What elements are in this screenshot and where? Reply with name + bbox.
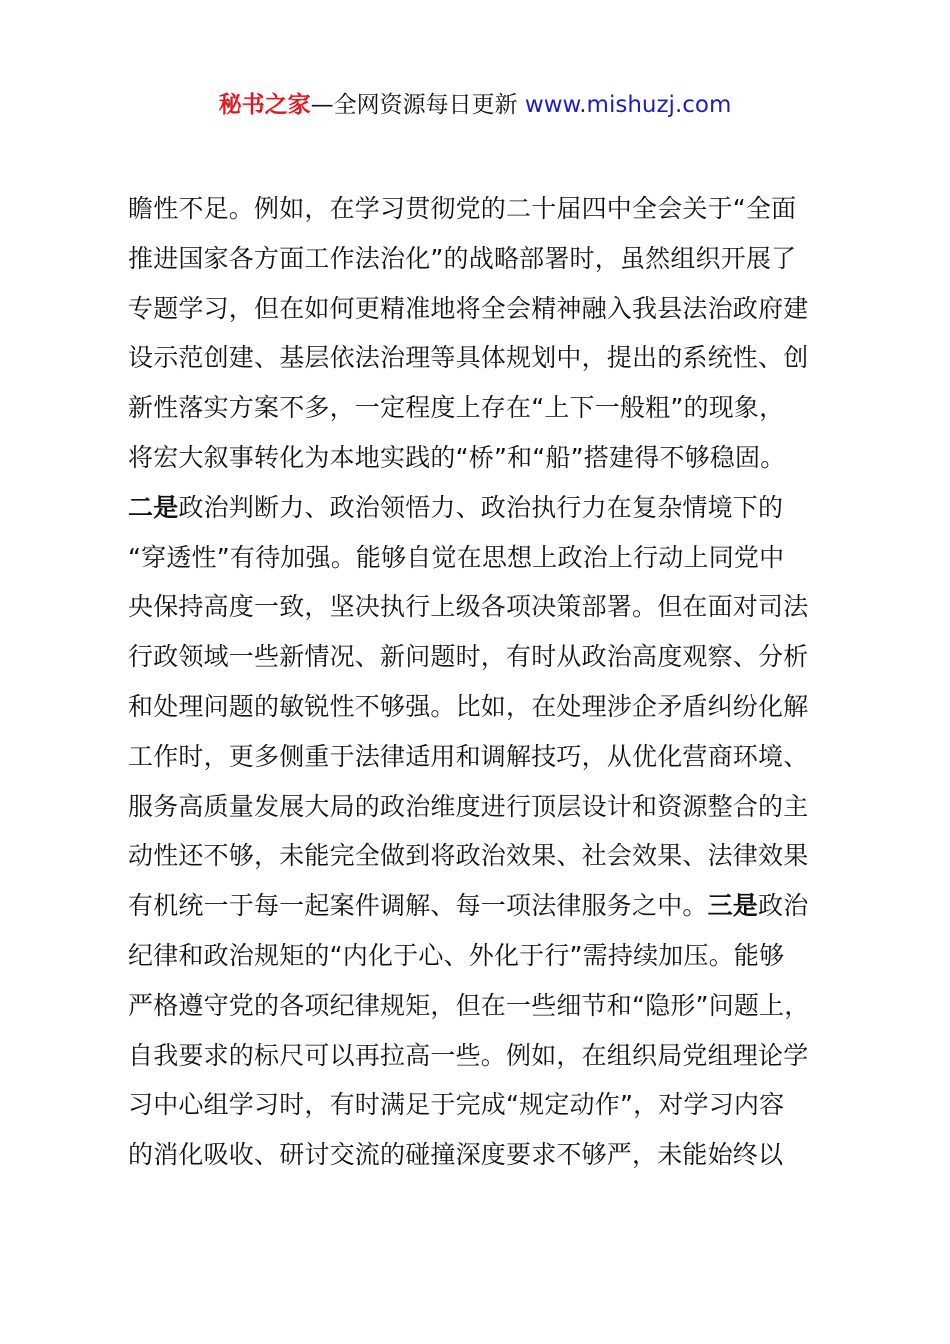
site-url-link[interactable]: www.mishuzj.com (524, 92, 732, 118)
brand-name: 秘书之家 (218, 92, 311, 118)
text-line (128, 483, 848, 533)
text-segment: 自我要求的标尺可以再拉高一些。例如，在组织局党组理论学 (128, 1040, 809, 1070)
text-segment: 行政领域一些新情况、新问题时，有时从政治高度观察、分析 (128, 642, 809, 672)
text-segment: 政治判断力、政治领悟力、政治执行力在复杂情境下的 (178, 492, 784, 522)
text-line (128, 1130, 848, 1180)
text-line (128, 1031, 848, 1081)
text-segment: 动性还不够，未能完全做到将政治效果、社会效果、法律效果 (128, 841, 809, 871)
header-tagline: —全网资源每日更新 (310, 92, 525, 118)
text-line (128, 682, 848, 732)
text-line (128, 881, 848, 931)
text-segment: 政治 (758, 891, 809, 921)
text-segment: 专题学习，但在如何更精准地将全会精神融入我县法治政府建 (128, 293, 809, 323)
document-body (128, 184, 848, 1180)
text-segment: 的消化吸收、研讨交流的碰撞深度要求不够严，未能始终以 (128, 1140, 784, 1170)
text-line (128, 931, 848, 981)
text-segment: 有机统一于每一起案件调解、每一项法律服务之中。 (128, 891, 708, 921)
text-line (128, 981, 848, 1031)
text-segment: 瞻性不足。例如，在学习贯彻党的二十届四中全会关于“全面 (128, 194, 797, 223)
bold-heading-marker: 三是 (707, 891, 759, 921)
text-segment: 严格遵守党的各项纪律规矩，但在一些细节和“隐形”问题上， (128, 990, 810, 1020)
text-line (128, 234, 848, 284)
text-line (128, 533, 848, 583)
text-segment: 纪律和政治规矩的“内化于心、外化于行”需持续加压。能够 (128, 940, 785, 970)
text-line (128, 831, 848, 881)
text-segment: “穿透性”有待加强。能够自觉在思想上政治上行动上同党中 (128, 542, 785, 572)
text-segment: 和处理问题的敏锐性不够强。比如，在处理涉企矛盾纠纷化解 (128, 691, 809, 721)
text-line (128, 383, 848, 433)
text-line (128, 1080, 848, 1130)
text-line (128, 582, 848, 632)
text-segment: 设示范创建、基层依法治理等具体规划中，提出的系统性、创 (128, 343, 809, 373)
text-segment: 习中心组学习时，有时满足于完成“规定动作”，对学习内容 (128, 1090, 785, 1120)
text-line (128, 284, 848, 334)
text-segment: 工作时，更多侧重于法律适用和调解技巧，从优化营商环境、 (128, 741, 809, 771)
text-line (128, 433, 848, 483)
text-line (128, 184, 848, 234)
text-segment: 新性落实方案不多，一定程度上存在“上下一般粗”的现象， (128, 393, 785, 423)
text-segment: 推进国家各方面工作法治化”的战略部署时，虽然组织开展了 (128, 243, 797, 273)
text-line (128, 333, 848, 383)
text-line (128, 632, 848, 682)
text-segment: 央保持高度一致，坚决执行上级各项决策部署。但在面对司法 (128, 592, 809, 622)
site-header (0, 88, 950, 122)
text-line (128, 732, 848, 782)
text-segment: 将宏大叙事转化为本地实践的“桥”和“船”搭建得不够稳固。 (128, 442, 786, 472)
text-line (128, 782, 848, 832)
text-segment: 服务高质量发展大局的政治维度进行顶层设计和资源整合的主 (128, 791, 809, 821)
bold-heading-marker: 二是 (128, 492, 179, 522)
